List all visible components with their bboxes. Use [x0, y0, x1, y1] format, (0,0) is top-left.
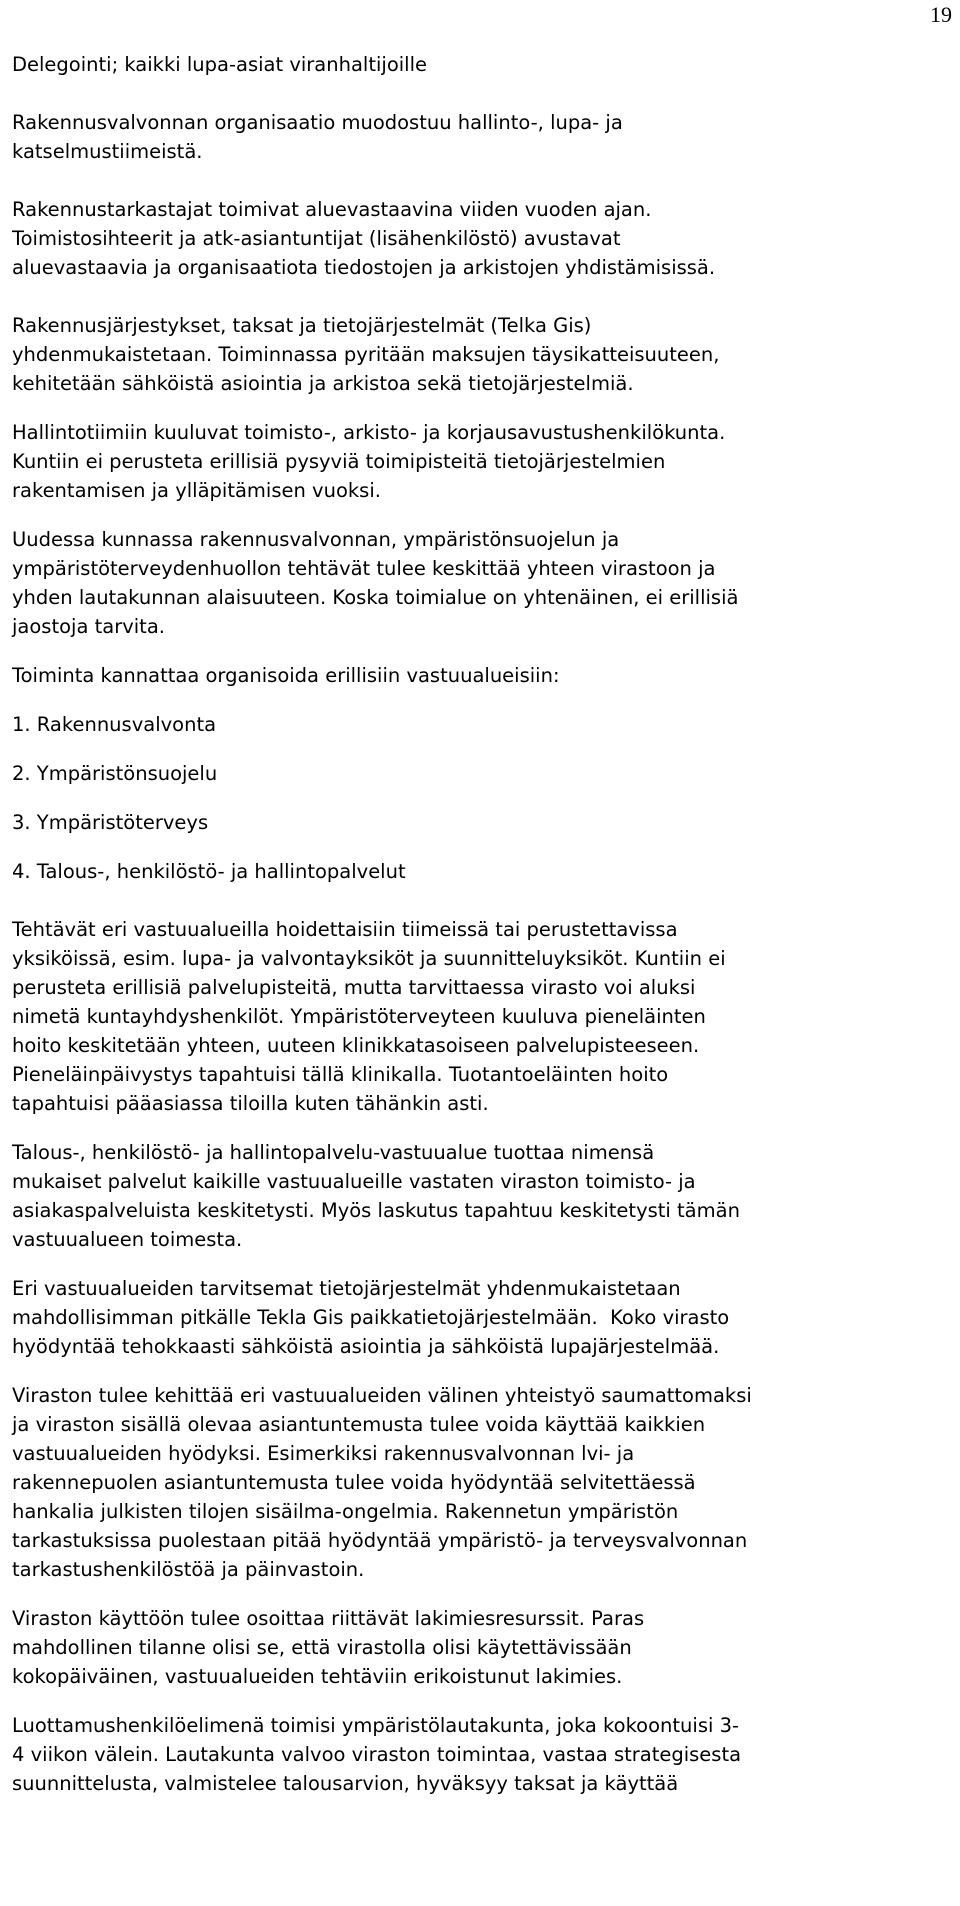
text-line: 4 viikon välein. Lautakunta valvoo viraston toimintaa, vastaa strategisesta — [12, 1743, 742, 1766]
text-line: mukaiset palvelut kaikille vastuualueille vastaten viraston toimisto- ja — [12, 1170, 696, 1193]
text-line: Rakennusjärjestykset, taksat ja tietojärjestelmät (Telka Gis) — [12, 314, 592, 337]
paragraph-legal-resources — [12, 1604, 942, 1691]
text-line: mahdollisimman pitkälle Tekla Gis paikkatietojärjestelmään. Koko virasto — [12, 1306, 730, 1329]
text-line: asiakaspalveluista keskitetysti. Myös laskutus tapahtuu keskitetysti tämän — [12, 1199, 740, 1222]
text-line: yhden lautakunnan alaisuuteen. Koska toimialue on yhtenäinen, ei erillisiä — [12, 586, 739, 609]
paragraph-new-municipality — [12, 525, 942, 641]
text-line: Delegointi; kaikki lupa-asiat viranhaltijoille — [12, 53, 427, 76]
text-line: Pieneläinpäivystys tapahtuisi tällä klinikalla. Tuotantoeläinten hoito — [12, 1063, 669, 1086]
responsibility-areas-list — [12, 710, 942, 886]
text-line: Toimistosihteerit ja atk-asiantuntijat (lisähenkilöstö) avustavat — [12, 227, 621, 250]
text-line: Viraston tulee kehittää eri vastuualueiden välinen yhteistyö saumattomaksi — [12, 1384, 752, 1407]
text-line: Viraston käyttöön tulee osoittaa riittävät lakimiesresurssit. Paras — [12, 1607, 645, 1630]
paragraph-responsibility-areas-intro — [12, 661, 942, 690]
text-line: nimetä kuntayhdyshenkilöt. Ympäristöterveyteen kuuluva pieneläinten — [12, 1005, 706, 1028]
text-line: aluevastaavia ja organisaatiota tiedostojen ja arkistojen yhdistämisissä. — [12, 256, 716, 279]
list-item: 2. Ympäristönsuojelu — [12, 762, 218, 785]
text-line: perusteta erillisiä palvelupisteitä, mutta tarvittaessa virasto voi aluksi — [12, 976, 696, 999]
spacer — [12, 398, 942, 418]
text-line: Talous-, henkilöstö- ja hallintopalvelu-vastuualue tuottaa nimensä — [12, 1141, 655, 1164]
paragraph-cooperation — [12, 1381, 942, 1584]
text-line: yksiköissä, esim. lupa- ja valvontayksiköt ja suunnitteluyksiköt. Kuntiin ei — [12, 947, 726, 970]
text-line: rakennepuolen asiantuntemusta tulee voida hyödyntää selvitettäessä — [12, 1471, 696, 1494]
list-item: 4. Talous-, henkilöstö- ja hallintopalvelut — [12, 860, 406, 883]
paragraph-admin-team — [12, 418, 942, 505]
text-line: Tehtävät eri vastuualueilla hoidettaisiin tiimeissä tai perustettavissa — [12, 918, 678, 941]
list-item: 3. Ympäristöterveys — [12, 811, 209, 834]
text-line: Rakennustarkastajat toimivat aluevastaavina viiden vuoden ajan. — [12, 198, 652, 221]
text-line: suunnittelusta, valmistelee talousarvion, hyväksyy taksat ja käyttää — [12, 1772, 679, 1795]
text-line: katselmustiimeistä. — [12, 140, 203, 163]
list-item: 1. Rakennusvalvonta — [12, 713, 217, 736]
paragraph-finance-services — [12, 1138, 942, 1254]
text-line: tarkastuksissa puolestaan pitää hyödyntää ympäristö- ja terveysvalvonnan — [12, 1529, 748, 1552]
text-line: tarkastushenkilöstöä ja päinvastoin. — [12, 1558, 365, 1581]
text-line: kehitetään sähköistä asiointia ja arkistoa sekä tietojärjestelmiä. — [12, 372, 634, 395]
text-line: hyödyntää tehokkaasti sähköistä asiointia ja sähköistä lupajärjestelmää. — [12, 1335, 720, 1358]
text-line: vastuualueiden hyödyksi. Esimerkiksi rakennusvalvonnan lvi- ja — [12, 1442, 635, 1465]
text-line: jaostoja tarvita. — [12, 615, 165, 638]
text-line: rakentamisen ja ylläpitämisen vuoksi. — [12, 479, 381, 502]
text-line: Hallintotiimiin kuuluvat toimisto-, arkisto- ja korjausavustushenkilökunta. — [12, 421, 726, 444]
text-line: Uudessa kunnassa rakennusvalvonnan, ympäristönsuojelun ja — [12, 528, 620, 551]
text-line: tapahtuisi pääasiassa tiloilla kuten tähänkin asti. — [12, 1092, 489, 1115]
paragraph-environment-board — [12, 1711, 942, 1798]
text-line: mahdollinen tilanne olisi se, että virastolla olisi käytettävissään — [12, 1636, 632, 1659]
text-line: ja viraston sisällä olevaa asiantuntemusta tulee voida käyttää kaikkien — [12, 1413, 706, 1436]
text-line: yhdenmukaistetaan. Toiminnassa pyritään maksujen täysikatteisuuteen, — [12, 343, 720, 366]
text-line: hoito keskitetään yhteen, uuteen klinikkatasoiseen palvelupisteeseen. — [12, 1034, 700, 1057]
paragraph-organisation — [12, 108, 942, 166]
paragraph-information-systems — [12, 1274, 942, 1361]
text-line: vastuualueen toimesta. — [12, 1228, 243, 1251]
paragraph-delegation — [12, 50, 942, 79]
paragraph-tasks — [12, 915, 942, 1118]
text-line: Kuntiin ei perusteta erillisiä pysyviä toimipisteitä tietojärjestelmien — [12, 450, 666, 473]
paragraph-harmonisation — [12, 311, 942, 398]
text-line: Rakennusvalvonnan organisaatio muodostuu hallinto-, lupa- ja — [12, 111, 623, 134]
text-line: Toiminta kannattaa organisoida erillisiin vastuualueisiin: — [12, 664, 560, 687]
text-line: Luottamushenkilöelimenä toimisi ympäristölautakunta, joka kokoontuisi 3- — [12, 1714, 740, 1737]
paragraph-inspectors — [12, 195, 942, 282]
text-line: hankalia julkisten tilojen sisäilma-ongelmia. Rakennetun ympäristön — [12, 1500, 679, 1523]
text-line: kokopäiväinen, vastuualueiden tehtäviin erikoistunut lakimies. — [12, 1665, 623, 1688]
page-number: 19 — [930, 2, 952, 27]
text-line: ympäristöterveydenhuollon tehtävät tulee keskittää yhteen virastoon ja — [12, 557, 716, 580]
text-line: Eri vastuualueiden tarvitsemat tietojärjestelmät yhdenmukaistetaan — [12, 1277, 681, 1300]
document-body — [12, 50, 942, 1798]
